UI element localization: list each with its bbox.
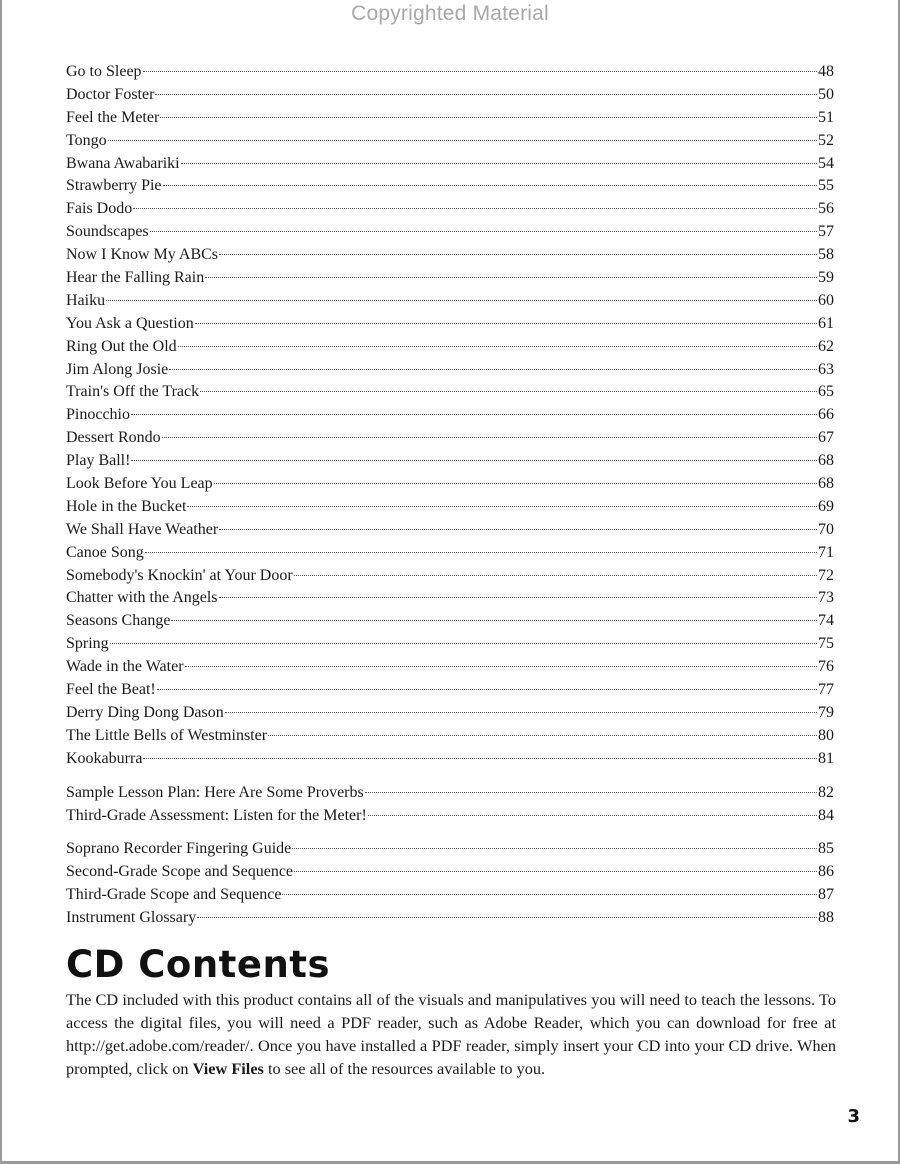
toc-dot-leader [150,231,817,232]
toc-entry-page: 59 [818,269,834,287]
toc-entry [66,61,834,84]
toc-dot-leader [225,712,817,713]
toc-entry [66,336,834,359]
toc-entry-title: Strawberry Pie [66,177,162,195]
toc-dot-leader [368,815,817,816]
toc-dot-leader [294,871,817,872]
toc-dot-leader [185,666,817,667]
toc-dot-leader [294,575,817,576]
toc-entry [66,725,834,748]
toc-entry-title: Feel the Meter [66,108,160,126]
toc-dot-leader [108,140,817,141]
toc-dot-leader [157,689,817,690]
toc-entry [66,884,834,907]
toc-entry [66,381,834,404]
toc-entry [66,153,834,176]
cd-text-after: to see all of the resources available to you. [263,1059,546,1078]
toc-entry-title: Play Ball! [66,452,131,470]
toc-dot-leader [200,391,817,392]
toc-entry-page: 66 [818,406,834,424]
toc-entry-page: 88 [818,909,834,927]
toc-entry-page: 73 [818,589,834,607]
toc-entry-title: Kookaburra [66,749,143,767]
toc-entry-page: 54 [818,154,834,172]
toc-entry-page: 85 [818,840,834,858]
toc-entry-page: 70 [818,520,834,538]
toc-entry [66,359,834,382]
toc-entry-page: 51 [818,108,834,126]
toc-entry-page: 63 [818,360,834,378]
toc-dot-leader [143,71,817,72]
toc-entry [66,496,834,519]
toc-entry-page: 69 [818,497,834,515]
toc-entry [66,290,834,313]
toc-entry [66,427,834,450]
toc-entry [66,175,834,198]
cd-contents-heading: CD Contents [66,943,330,986]
toc-entry [66,656,834,679]
toc-group [66,838,834,930]
toc-entry-title: Seasons Change [66,612,171,630]
cd-contents-paragraph [66,988,836,1080]
toc-entry-title: Soprano Recorder Fingering Guide [66,840,292,858]
toc-entry [66,130,834,153]
toc-dot-leader [143,758,817,759]
toc-dot-leader [282,894,817,895]
copyright-watermark: Copyrighted Material [351,2,549,25]
toc-entry [66,805,834,828]
toc-entry-title: The Little Bells of Westminster [66,726,268,744]
toc-entry-title: Hear the Falling Rain [66,269,205,287]
toc-dot-leader [187,506,817,507]
toc-dot-leader [133,208,817,209]
toc-entry-page: 71 [818,543,834,561]
toc-entry-page: 74 [818,612,834,630]
toc-dot-leader [365,792,817,793]
toc-entry-title: Train's Off the Track [66,383,200,401]
toc-entry-title: Tongo [66,131,107,149]
toc-entry [66,610,834,633]
page-border-left [0,0,2,1164]
toc-entry-title: You Ask a Question [66,314,194,332]
toc-dot-leader [268,735,817,736]
toc-entry [66,861,834,884]
toc-entry-page: 72 [818,566,834,584]
toc-entry-title: Second-Grade Scope and Sequence [66,863,294,881]
toc-dot-leader [110,643,817,644]
toc-dot-leader [214,483,817,484]
toc-entry-page: 57 [818,223,834,241]
toc-entry-title: Instrument Glossary [66,909,197,927]
toc-entry [66,587,834,610]
toc-entry-title: Third-Grade Assessment: Listen for the Meter! [66,806,367,824]
toc-entry-page: 68 [818,452,834,470]
cd-text-before: The CD included with this product contains all of the visuals and manipulatives you will need to teach the lessons. To access the digital files, you will need a PDF reader, such as Adobe Reader, which you can download for free at http://get.adobe.com/reader/. Once you have installed a PDF reader, simply insert your CD into your CD drive. When prompted, click on [66,990,836,1078]
toc-entry-page: 82 [818,783,834,801]
toc-dot-leader [145,552,817,553]
toc-entry-page: 65 [818,383,834,401]
toc-dot-leader [160,117,817,118]
toc-entry [66,244,834,267]
toc-entry-title: Chatter with the Angels [66,589,218,607]
toc-entry [66,221,834,244]
toc-entry-page: 56 [818,200,834,218]
toc-entry-page: 76 [818,658,834,676]
page-number: 3 [847,1106,860,1127]
toc-entry-page: 50 [818,85,834,103]
toc-entry [66,782,834,805]
toc-entry-page: 55 [818,177,834,195]
toc-entry-title: Haiku [66,291,106,309]
toc-entry [66,633,834,656]
toc-entry-page: 52 [818,131,834,149]
toc-entry-page: 67 [818,429,834,447]
toc-entry [66,267,834,290]
toc-entry [66,313,834,336]
toc-entry-title: Fais Dodo [66,200,133,218]
toc-entry-page: 61 [818,314,834,332]
toc-entry-title: Doctor Foster [66,85,155,103]
toc-group [66,61,834,771]
toc-entry-title: Go to Sleep [66,63,142,80]
toc-entry-page: 84 [818,806,834,824]
toc-entry-title: Wade in the Water [66,658,184,676]
toc-dot-leader [181,163,817,164]
toc-entry [66,84,834,107]
toc-dot-leader [155,94,817,95]
toc-dot-leader [162,437,817,438]
toc-entry [66,473,834,496]
toc-entry-title: Now I Know My ABCs [66,246,219,264]
toc-entry-title: Ring Out the Old [66,337,177,355]
toc-entry-page: 48 [818,63,834,80]
toc-dot-leader [197,917,817,918]
toc-entry-page: 87 [818,886,834,904]
toc-entry-title: Feel the Beat! [66,681,156,699]
toc-entry [66,404,834,427]
toc-entry-page: 86 [818,863,834,881]
toc-entry [66,907,834,930]
toc-entry-page: 68 [818,475,834,493]
toc-dot-leader [292,848,817,849]
toc-entry [66,542,834,565]
toc-entry-page: 60 [818,291,834,309]
toc-entry-page: 77 [818,681,834,699]
toc-entry-title: We Shall Have Weather [66,520,219,538]
toc-dot-leader [205,277,817,278]
toc-group [66,782,834,828]
toc-entry-page: 62 [818,337,834,355]
toc-entry-title: Look Before You Leap [66,475,213,493]
toc-entry-title: Canoe Song [66,543,144,561]
toc-entry-title: Sample Lesson Plan: Here Are Some Proverbs [66,783,364,801]
toc-dot-leader [106,300,817,301]
toc-entry [66,519,834,542]
toc-dot-leader [219,529,817,530]
toc-entry [66,838,834,861]
toc-entry-title: Pinocchio [66,406,130,424]
toc-entry-title: Dessert Rondo [66,429,161,447]
toc-entry-page: 79 [818,703,834,721]
toc-entry-title: Hole in the Bucket [66,497,187,515]
toc-dot-leader [131,414,817,415]
toc-entry-title: Derry Ding Dong Dason [66,703,224,721]
toc-entry-title: Spring [66,635,109,653]
view-files-label: View Files [192,1059,264,1078]
toc-entry-page: 75 [818,635,834,653]
toc-entry [66,450,834,473]
toc-dot-leader [163,185,817,186]
toc-dot-leader [171,620,817,621]
toc-entry-title: Soundscapes [66,223,149,241]
toc-dot-leader [169,369,817,370]
toc-entry [66,702,834,725]
toc-dot-leader [219,597,817,598]
toc-entry [66,565,834,588]
toc-entry-title: Third-Grade Scope and Sequence [66,886,282,904]
toc-entry-title: Jim Along Josie [66,360,169,378]
toc-entry-title: Bwana Awabariki [66,154,180,172]
toc-dot-leader [195,323,817,324]
toc-dot-leader [131,460,817,461]
toc-entry [66,679,834,702]
toc-dot-leader [219,254,817,255]
toc-dot-leader [178,346,817,347]
toc-entry-page: 58 [818,246,834,264]
toc-entry-page: 81 [818,749,834,767]
toc-entry-title: Somebody's Knockin' at Your Door [66,566,293,584]
table-of-contents [66,61,834,941]
toc-entry [66,198,834,221]
toc-entry [66,107,834,130]
toc-entry [66,748,834,771]
toc-entry-page: 80 [818,726,834,744]
